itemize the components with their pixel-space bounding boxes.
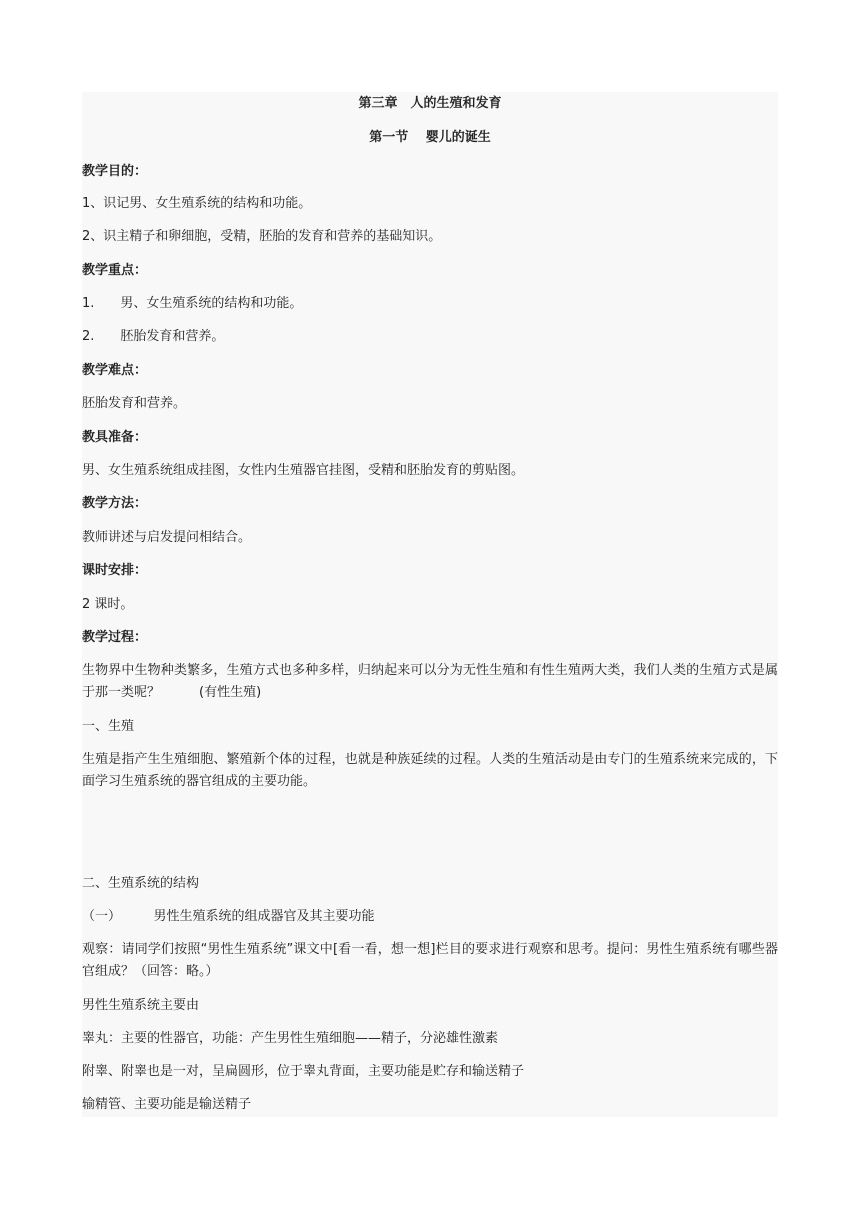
- key-point-item-2: 2. 胚胎发育和营养。: [82, 329, 225, 344]
- intro-paragraph: 生物界中生物种类繁多，生殖方式也多种多样，归纳起来可以分为无性生殖和有性生殖两大类，我们人类的生殖方式是属于那一类呢？ (有性生殖): [82, 663, 778, 700]
- part-1-paragraph: 生殖是指产生生殖细胞、繁殖新个体的过程，也就是种族延续的过程。人类的生殖活动是由专门的生殖系统来完成的，下面学习生殖系统的器官组成的主要功能。: [82, 752, 778, 789]
- process-heading: 教学过程：: [82, 630, 148, 645]
- objective-item-2: 2、识主精子和卵细胞，受精，胚胎的发育和营养的基础知识。: [82, 229, 442, 244]
- document-page: [82, 92, 778, 1117]
- male-system-intro: 男性生殖系统主要由: [82, 998, 200, 1013]
- section-title: 第一节 婴儿的诞生: [369, 130, 491, 145]
- schedule-heading: 课时安排：: [82, 563, 148, 578]
- tools-heading: 教具准备：: [82, 430, 148, 445]
- observe-paragraph: 观察：请同学们按照“男性生殖系统”课文中[看一看，想一想]栏目的要求进行观察和思考。提问：男性生殖系统有哪些器官组成？（回答：略。）: [82, 942, 778, 979]
- testis-line: 睾丸：主要的性器官，功能：产生男性生殖细胞——精子，分泌雄性激素: [82, 1031, 499, 1046]
- difficulty-heading: 教学难点：: [82, 363, 148, 378]
- objective-item-1: 1、识记男、女生殖系统的结构和功能。: [82, 196, 312, 211]
- subsection-heading-1: （一） 男性生殖系统的组成器官及其主要功能: [82, 909, 375, 924]
- difficulty-text: 胚胎发育和营养。: [82, 396, 187, 411]
- key-points-heading: 教学重点：: [82, 263, 148, 278]
- schedule-text: 2 课时。: [82, 597, 134, 612]
- part-2-heading: 二、生殖系统的结构: [82, 876, 200, 891]
- key-point-item-1: 1. 男、女生殖系统的结构和功能。: [82, 296, 303, 311]
- part-1-heading: 一、生殖: [82, 719, 135, 734]
- objectives-heading: 教学目的：: [82, 164, 148, 179]
- vas-deferens-line: 输精管、主要功能是输送精子: [82, 1097, 252, 1112]
- method-text: 教师讲述与启发提问相结合。: [82, 530, 252, 545]
- chapter-title: 第三章 人的生殖和发育: [358, 96, 502, 111]
- tools-text: 男、女生殖系统组成挂图，女性内生殖器官挂图，受精和胚胎发育的剪贴图。: [82, 463, 525, 478]
- epididymis-line: 附睾、附睾也是一对，呈扁圆形，位于睾丸背面，主要功能是贮存和输送精子: [82, 1064, 525, 1079]
- method-heading: 教学方法：: [82, 496, 148, 511]
